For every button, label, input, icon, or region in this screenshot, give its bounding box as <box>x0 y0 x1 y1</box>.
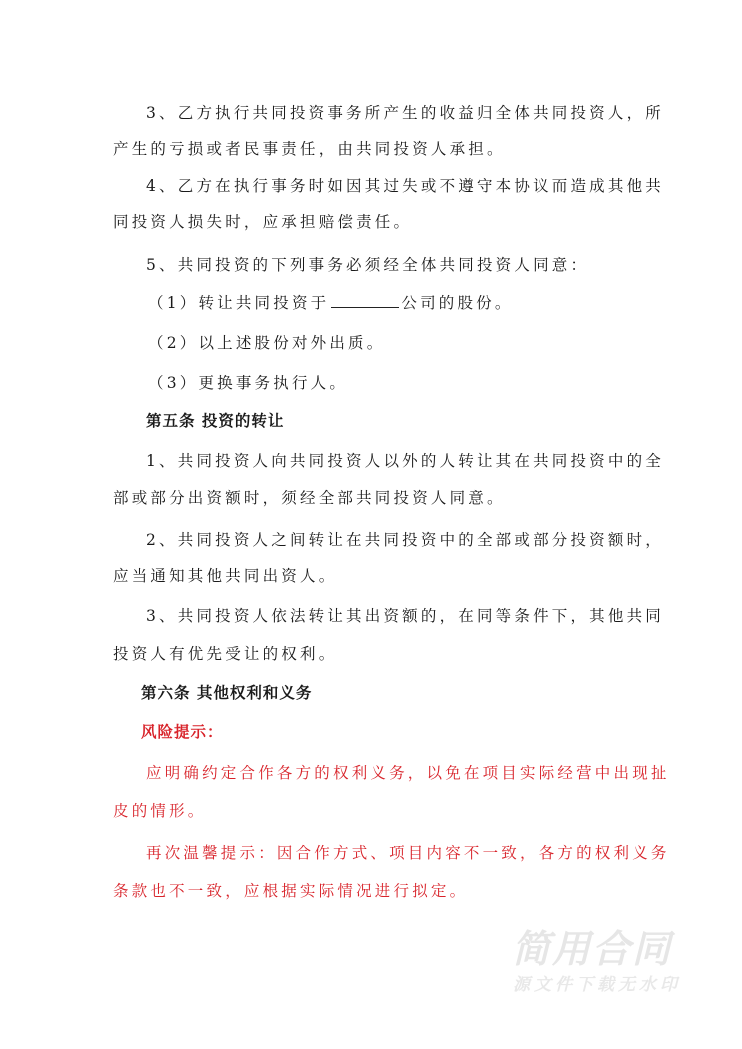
sub-item-2: （2）以上述股份对外出质。 <box>148 334 386 352</box>
watermark-title: 简用合同 <box>512 927 673 971</box>
risk-line-1: 应明确约定合作各方的权利义务，以免在项目实际经营中出现扯 <box>146 764 670 782</box>
sub-item-1-suffix: 公司的股份。 <box>401 294 514 312</box>
article-5-line-4: 应当通知其他共同出资人。 <box>113 567 338 585</box>
article-5-line-5: 3、共同投资人依法转让其出资额的，在同等条件下，其他共同 <box>146 607 664 625</box>
risk-line-4: 条款也不一致，应根据实际情况进行拟定。 <box>113 882 469 900</box>
article-6-heading: 第六条 其他权利和义务 <box>141 683 313 702</box>
blank-fill-line <box>331 293 399 308</box>
risk-line-3: 再次温馨提示：因合作方式、项目内容不一致，各方的权利义务 <box>146 844 670 862</box>
paragraph-3-line-1: 3、乙方执行共同投资事务所产生的收益归全体共同投资人，所 <box>146 104 664 122</box>
risk-warning-heading: 风险提示： <box>141 722 224 741</box>
article-5-line-3: 2、共同投资人之间转让在共同投资中的全部或部分投资额时， <box>146 531 664 549</box>
paragraph-4-line-2: 同投资人损失时，应承担赔偿责任。 <box>113 213 413 231</box>
sub-item-1 <box>148 293 514 313</box>
article-5-heading: 第五条 投资的转让 <box>146 411 285 430</box>
article-5-line-1: 1、共同投资人向共同投资人以外的人转让其在共同投资中的全 <box>146 452 664 470</box>
paragraph-5-line-1: 5、共同投资的下列事务必须经全体共同投资人同意： <box>146 256 590 274</box>
paragraph-4-line-1: 4、乙方在执行事务时如因其过失或不遵守本协议而造成其他共 <box>146 177 664 195</box>
paragraph-3-line-2: 产生的亏损或者民事责任，由共同投资人承担。 <box>113 140 506 158</box>
sub-item-3: （3）更换事务执行人。 <box>148 374 349 392</box>
sub-item-1-prefix: （1）转让共同投资于 <box>148 294 330 312</box>
article-5-line-6: 投资人有优先受让的权利。 <box>113 645 338 663</box>
article-5-line-2: 部或部分出资额时，须经全部共同投资人同意。 <box>113 489 506 507</box>
watermark-subtitle: 源文件下载无水印 <box>513 975 681 995</box>
risk-line-2: 皮的情形。 <box>113 802 207 820</box>
